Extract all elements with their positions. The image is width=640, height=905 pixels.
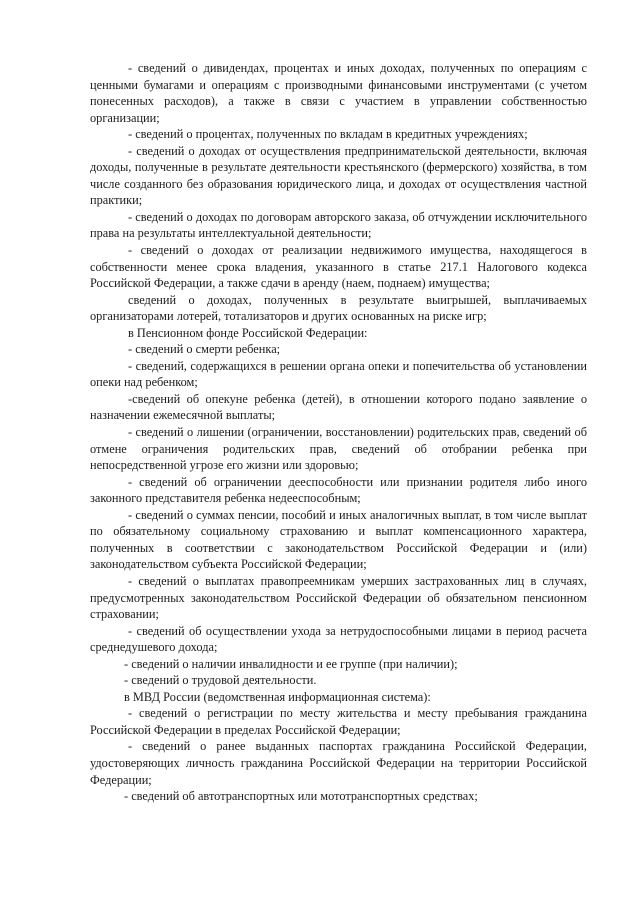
paragraph-guardianship-decision: - сведений, содержащихся в решении органа опеки и попечительства об установлении опеки над ребенком; [90,358,587,390]
paragraph-dividends: - сведений о дивидендах, процентах и иных доходах, полученных по операциям с ценными бумагами и операциям с производными финансовыми инструментами (с учетом понесенных расходов), а также в связи с участием в управлении собственностью организации; [90,61,587,125]
paragraph-author-contracts: - сведений о доходах по договорам авторского заказа, об отчуждении исключительного права на результаты интеллектуальной деятельности; [90,209,587,241]
paragraph-parental-rights: - сведений о лишении (ограничении, восстановлении) родительских прав, сведений об отмене ограничения родительских прав, сведений об отобрании ребенка при непосредственной угрозе его жизни или здоровью; [90,425,587,473]
paragraph-child-death: - сведений о смерти ребенка; [128,342,281,357]
paragraph-lottery-winnings: сведений о доходах, полученных в результате выигрышей, выплачиваемых организаторами лотерей, тотализаторов и других основанных на риске игр; [90,292,587,324]
paragraph-deposit-interest: - сведений о процентах, полученных по вкладам в кредитных учреждениях; [128,127,528,142]
paragraph-registration: - сведений о регистрации по месту жительства и месту пребывания гражданина Российской Федерации в пределах Российской Федерации; [90,706,587,737]
paragraph-vehicles: - сведений об автотранспортных или мототранспортных средствах; [124,789,478,804]
paragraph-real-estate-income: - сведений о доходах от реализации недвижимого имущества, находящегося в собственности менее срока владения, указанного в статье 217.1 Налогового кодекса Российской Федерации, а также сдачи в аренду (наем, поднаем) имущества; [90,243,587,291]
paragraph-employment: - сведений о трудовой деятельности. [124,673,317,688]
paragraph-mvd-heading: в МВД России (ведомственная информационная система): [124,689,431,704]
paragraph-disability: - сведений о наличии инвалидности и ее группе (при наличии); [124,656,458,671]
document-page [90,60,587,805]
paragraph-business-income: - сведений о доходах от осуществления предпринимательской деятельности, включая доходы, полученные в результате деятельности крестьянского (фермерского) хозяйства, в том числе созданного без образования юридического лица, и доходах от осуществления частной практики; [90,143,587,208]
paragraph-pension-amounts: - сведений о суммах пенсии, пособий и иных аналогичных выплат, в том числе выплат по обязательному социальному страхованию и выплат компенсационного характера, полученных в соответствии с законодательством Российской Федерации и (или) законодательством субъекта Российской Федерации; [90,507,587,572]
paragraph-legal-capacity: - сведений об ограничении дееспособности или признании родителя либо иного законного представителя ребенка недееспособным; [90,474,587,506]
paragraph-care-for-disabled: - сведений об осуществлении ухода за нетрудоспособными лицами в период расчета среднедушевого дохода; [90,623,587,655]
paragraph-guardian-info: -сведений об опекуне ребенка (детей), в отношении которого подано заявление о назначении ежемесячной выплаты; [90,391,587,423]
paragraph-successor-payments: - сведений о выплатах правопреемникам умерших застрахованных лиц в случаях, предусмотренных законодательством Российской Федерации об обязательном пенсионном страховании; [90,573,587,622]
paragraph-pension-fund-heading: в Пенсионном фонде Российской Федерации: [128,325,368,340]
paragraph-passports: - сведений о ранее выданных паспортах гражданина Российской Федерации, удостоверяющих личность гражданина Российской Федерации на территории Российской Федерации; [90,739,587,787]
